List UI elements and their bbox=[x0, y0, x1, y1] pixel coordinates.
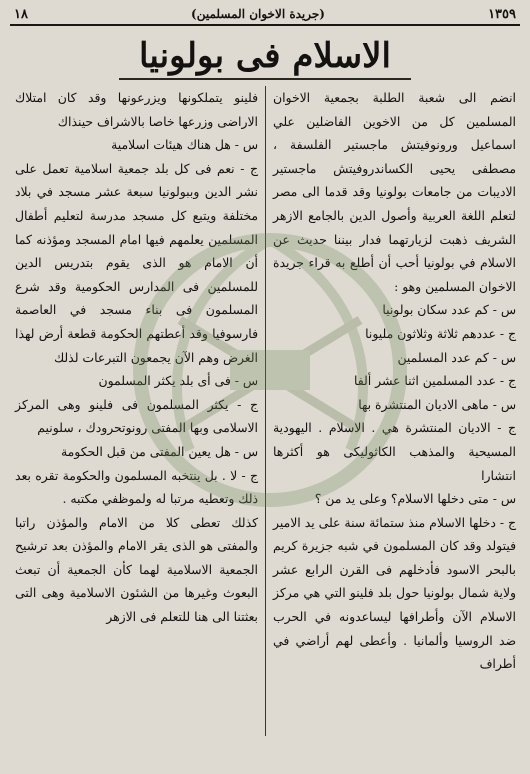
question: س - هل يعين المفتى من قبل الحكومة bbox=[61, 443, 258, 459]
paragraph: انضم الى شعبة الطلبة بجمعية الاخوان المسلمين كل من الاخوين الفاضلين علي اسماعيل ورونوفيتش ماجستير الفلسفة ، مصطفى يحيى الكساندروفيتش ماجستير الاديبات من جامعات بولونيا وقد قدما الى مصر لتعلم اللغة العربية وأصول الدين بالجامع الازهر الشريف ذهبت لزيارتهما فدار بيننا حديث عن الاسلام في بولونيا أحب أن أطلع به قراء جريدة الاخوان المسلمين وهو : bbox=[273, 90, 516, 294]
answer: ج - عددهم ثلاثة وثلاثون مليونا bbox=[365, 325, 516, 341]
newspaper-name: (جريدة الاخوان المسلمين) bbox=[191, 7, 325, 21]
paragraph: فلينو يتملكونها ويزرعونها وقد كان امتلاك الاراضى وزرعها خاصا بالاشراف حينذاك bbox=[15, 90, 258, 129]
article-title: الاسلام فى بولونيا bbox=[119, 34, 411, 80]
answer: ج - الاديان المنتشرة هي . الاسلام . اليهودية المسيحية والمذهب الكاثوليكى هو أكثرها انتشارا bbox=[273, 420, 516, 483]
paragraph: كذلك تعطى كلا من الامام والمؤذن راتبا والمفتى هو الذى يقر الامام والمؤذن بعد ترشيح الجمعية الاسلامية لهما كأن الجمعية أن تبعث البعوث وغيرها من الشئون الاسلامية وهى التى بعثتنا الى هنا للتعلم فى الازهر bbox=[15, 514, 258, 625]
question: س - كم عدد المسلمين bbox=[397, 349, 516, 365]
answer: ج - دخلها الاسلام منذ ستمائة سنة على يد الامير فيتولد وقد كان المسلمون في شبه جزيرة كريم بالبحر الاسود فأدخلهم فى القرن الرابع عشر ولاية شمال بولونيا حول بلد فلينو التي هي مركز الاسلام الآن وأطرافها ليساعدونه في الحرب ضد الروسيا وألمانيا . وأعطى لهم أراضي في أطراف bbox=[273, 514, 516, 672]
column-divider bbox=[265, 86, 266, 736]
answer: ج - عدد المسلمين اثنا عشر ألفا bbox=[353, 373, 516, 389]
question: س - هل هناك هيئات اسلامية bbox=[111, 137, 258, 153]
question: س - فى أى بلد يكثر المسلمون bbox=[98, 373, 258, 389]
article-title-wrap bbox=[10, 34, 520, 80]
question: س - ماهى الاديان المنتشرة بها bbox=[358, 396, 516, 412]
right-column bbox=[269, 86, 520, 736]
question: س - كم عدد سكان بولونيا bbox=[382, 302, 516, 318]
answer: ج - نعم فى كل بلد جمعية اسلامية تعمل على نشر الدين وببولونيا سبعة عشر مسجد في بلاد مختلفة ويتبع كل مسجد مدرسة لتعليم أطفال المسلمين يعلمهم فيها امام المسجد ومؤذنه كما أن الامام هو الذى يقوم بتدريس الدين للمسلمين فى المدارس الحكومية وقد شرع المسلمون فى بناء مسجد في العاصمة فارسوفيا وقد أعطتهم الحكومة قطعة أرض لهذا الغرض وهم الآن يجمعون التبرعات لذلك bbox=[15, 160, 258, 365]
left-column bbox=[11, 86, 262, 736]
page-number: ١٨ bbox=[14, 6, 28, 22]
question: س - متى دخلها الاسلام؟ وعلى يد من ؟ bbox=[314, 491, 516, 507]
page-header bbox=[10, 4, 520, 26]
page-year: ١٣٥٩ bbox=[488, 6, 516, 22]
answer: ج - يكثر المسلمون فى فلينو وهى المركز الاسلامى وبها المفتى رونوتحرودك ، سلونيم bbox=[15, 396, 258, 436]
article-columns bbox=[10, 86, 520, 736]
answer: ج - لا . بل ينتخبه المسلمون والحكومة تقره بعد ذلك وتعطيه مرتبا له ولموظفي مكتبه . bbox=[15, 467, 258, 507]
